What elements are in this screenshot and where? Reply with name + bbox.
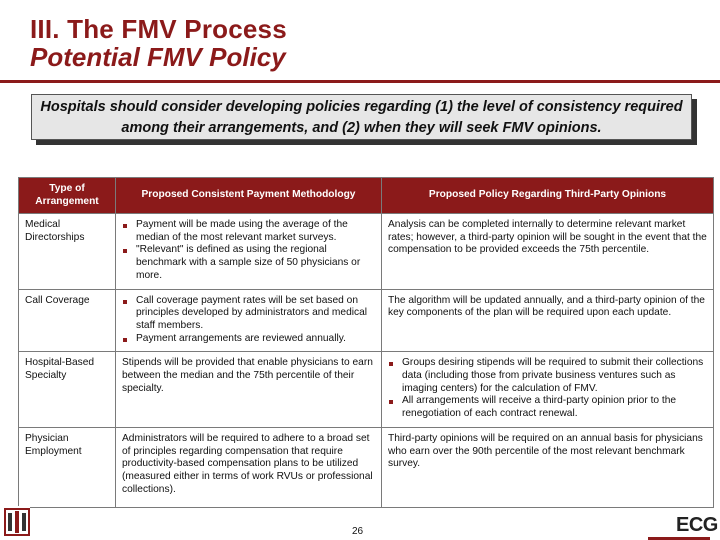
opinion-bullet-list xyxy=(388,357,708,421)
header-opinion: Proposed Policy Regarding Third-Party Opinions xyxy=(382,178,714,214)
opinion-text: Analysis can be completed internally to determine relevant market rates; however, a third-party opinion will be sought in the event that the compensation to be provided exceeds the 75th percentile. xyxy=(388,219,707,256)
bullet-item xyxy=(388,395,708,420)
hospital-logo-icon xyxy=(4,506,30,536)
page-number: 26 xyxy=(352,526,364,537)
header-type: Type of Arrangement xyxy=(19,178,116,214)
payment-cell xyxy=(116,352,382,428)
table-row xyxy=(19,352,714,428)
opinion-text: Third-party opinions will be required on an annual basis for physicians who earn over the 90th percentile of the most relevant benchmark survey. xyxy=(388,432,703,470)
arrangement-type-cell: Hospital-Based Specialty xyxy=(19,352,116,428)
bullet-item xyxy=(122,244,376,282)
square-bullet-icon xyxy=(123,224,127,228)
opinion-text: The algorithm will be updated annually, and a third-party opinion of the key components of the plan will be required upon each update. xyxy=(388,294,705,319)
bullet-text: Call coverage payment rates will be set based on principles developed by administrators and medical staff members. xyxy=(136,294,368,331)
policy-table xyxy=(18,177,714,508)
opinion-cell xyxy=(382,427,714,507)
square-bullet-icon xyxy=(389,400,393,404)
payment-text: Administrators will be required to adhere to a broad set of principles regarding compensation that require productivity-based compensation plans to be utilized (measured either in terms of work RVUs or professional collections). xyxy=(122,432,373,495)
square-bullet-icon xyxy=(123,338,127,342)
bullet-text: Groups desiring stipends will be required to submit their collections data (including those from private business ventures such as imaging centers) for the calculation of FMV. xyxy=(402,357,704,394)
payment-text: Stipends will be provided that enable physicians to earn between the median and the 75th percentile of their specialty. xyxy=(122,357,373,394)
arrangement-type-cell: Call Coverage xyxy=(19,289,116,352)
square-bullet-icon xyxy=(389,362,393,366)
bullet-item xyxy=(388,357,708,395)
payment-cell xyxy=(116,427,382,507)
header-payment: Proposed Consistent Payment Methodology xyxy=(116,178,382,214)
arrangement-type-cell: Physician Employment xyxy=(19,427,116,507)
payment-bullet-list xyxy=(122,219,376,283)
payment-bullet-list xyxy=(122,295,376,346)
slide-subtitle: Potential FMV Policy xyxy=(30,42,286,72)
opinion-cell xyxy=(382,214,714,290)
opinion-cell xyxy=(382,352,714,428)
bullet-text: All arrangements will receive a third-party opinion prior to the renegotiation of each contract renewal. xyxy=(402,395,677,420)
bullet-item xyxy=(122,219,376,244)
table-header-row xyxy=(19,178,714,214)
payment-cell xyxy=(116,214,382,290)
ecg-logo: ECG xyxy=(676,514,718,536)
opinion-cell xyxy=(382,289,714,352)
bullet-text: Payment will be made using the average of the median of the most relevant market surveys. xyxy=(136,219,348,243)
bullet-item xyxy=(122,295,376,333)
square-bullet-icon xyxy=(123,300,127,304)
table-row xyxy=(19,427,714,507)
bullet-text: "Relevant" is defined as using the regional benchmark with a sample size of 50 physicians or more. xyxy=(136,244,361,281)
slide-title: III. The FMV Process xyxy=(30,14,287,44)
arrangement-type-cell: Medical Directorships xyxy=(19,214,116,290)
title-divider xyxy=(0,80,720,83)
bullet-item xyxy=(122,333,376,346)
payment-cell xyxy=(116,289,382,352)
bullet-text: Payment arrangements are reviewed annually. xyxy=(136,332,346,344)
callout-box: Hospitals should consider developing policies regarding (1) the level of consistency required among their arrangements, and (2) when they will seek FMV opinions. xyxy=(31,94,692,140)
table-row xyxy=(19,289,714,352)
table-row xyxy=(19,214,714,290)
table-body xyxy=(19,214,714,508)
square-bullet-icon xyxy=(123,249,127,253)
